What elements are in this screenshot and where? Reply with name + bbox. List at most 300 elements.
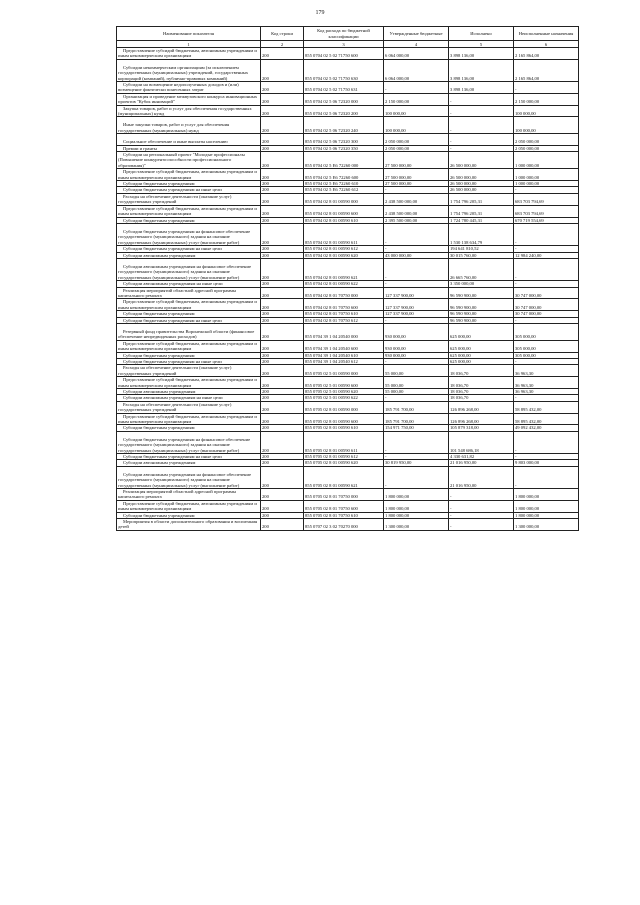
expense-code-cell: 855 0704 02 5 06 72320 350 <box>304 145 384 151</box>
line-code-cell: 200 <box>261 93 304 105</box>
expense-code-cell: 855 0704 39 1 04 20540 000 <box>304 323 384 340</box>
line-code-cell: 200 <box>261 145 304 151</box>
line-code-cell: 200 <box>261 152 304 169</box>
line-code-cell: 200 <box>261 252 304 258</box>
expense-code-cell: 855 0705 02 5 01 00590 000 <box>304 365 384 377</box>
line-code-cell: 200 <box>261 431 304 453</box>
table-row <box>117 93 579 105</box>
expense-code-cell: 855 0704 39 1 04 20540 612 <box>304 358 384 364</box>
approved-amount-cell: - <box>384 187 449 193</box>
indicator-name-cell: Субсидии бюджетным учреждениям <box>117 311 261 317</box>
indicator-name-cell: Расходы на обеспечение деятельности (оказание услуг) государственных учреждений <box>117 365 261 377</box>
remaining-amount-cell: 1 300 000,00 <box>514 519 579 531</box>
approved-amount-cell: - <box>384 281 449 287</box>
table-row <box>117 117 579 134</box>
expense-code-cell: 855 0705 02 5 01 00590 600 <box>304 377 384 389</box>
line-code-cell: 200 <box>261 413 304 425</box>
executed-amount-cell: - <box>449 145 514 151</box>
executed-amount-cell: 18 036,70 <box>449 365 514 377</box>
line-code-cell: 200 <box>261 489 304 501</box>
approved-amount-cell: 100 000,00 <box>384 105 449 117</box>
remaining-amount-cell: - <box>514 82 579 94</box>
executed-amount-cell: 625 000,00 <box>449 358 514 364</box>
executed-amount-cell: 30 015 760,00 <box>449 252 514 258</box>
line-code-cell: 200 <box>261 512 304 518</box>
line-code-cell: 200 <box>261 454 304 460</box>
line-code-cell: 200 <box>261 388 304 394</box>
header-remaining: Неисполненные назначения <box>514 27 579 41</box>
executed-amount-cell: - <box>449 500 514 512</box>
approved-amount-cell: 27 500 000,00 <box>384 181 449 187</box>
expense-code-cell: 855 0704 02 5 02 71750 630 <box>304 59 384 81</box>
indicator-name-cell: Субсидии на возмещение недополученных доходов и (или) возмещение фактически понесенных затрат <box>117 82 261 94</box>
indicator-name-cell: Субсидии бюджетным учреждениям на иные цели <box>117 246 261 252</box>
remaining-amount-cell: 305 000,00 <box>514 340 579 352</box>
table-row <box>117 134 579 145</box>
expense-code-cell: 855 0704 02 5 02 71750 631 <box>304 82 384 94</box>
remaining-amount-cell: 30 747 000,00 <box>514 299 579 311</box>
indicator-name-cell: Расходы на обеспечение деятельности (оказание услуг) государственных учреждений <box>117 193 261 205</box>
table-row <box>117 466 579 488</box>
remaining-amount-cell: 12 984 240,00 <box>514 252 579 258</box>
executed-amount-cell: 26 500 000,00 <box>449 181 514 187</box>
remaining-amount-cell: - <box>514 358 579 364</box>
remaining-amount-cell: 30 747 000,00 <box>514 287 579 299</box>
indicator-name-cell: Субсидии бюджетным учреждениям <box>117 181 261 187</box>
remaining-amount-cell: 58 895 432,00 <box>514 413 579 425</box>
approved-amount-cell: 43 000 000,00 <box>384 252 449 258</box>
table-body <box>117 48 579 531</box>
remaining-amount-cell: 58 895 432,00 <box>514 401 579 413</box>
table-row <box>117 258 579 280</box>
line-code-cell: 200 <box>261 519 304 531</box>
indicator-name-cell: Предоставление субсидий бюджетным, автономным учреждениям и иным некоммерческим организациям <box>117 205 261 217</box>
column-number: 2 <box>261 41 304 48</box>
executed-amount-cell: 3 898 136,00 <box>449 59 514 81</box>
expense-code-cell: 855 0705 02 8 01 00590 000 <box>304 401 384 413</box>
expense-code-cell: 855 0704 02 8 01 70750 610 <box>304 311 384 317</box>
line-code-cell: 200 <box>261 169 304 181</box>
remaining-amount-cell: 683 703 794,69 <box>514 193 579 205</box>
approved-amount-cell: - <box>384 358 449 364</box>
table-row <box>117 431 579 453</box>
table-row <box>117 193 579 205</box>
line-code-cell: 200 <box>261 323 304 340</box>
line-code-cell: 200 <box>261 181 304 187</box>
executed-amount-cell: - <box>449 117 514 134</box>
indicator-name-cell: Субсидии бюджетным учреждениям на финансовое обеспечение государственного (муниципального) задания на оказание государственных (муниципальных) услуг (выполнение работ) <box>117 223 261 245</box>
executed-amount-cell: 194 641 810,52 <box>449 246 514 252</box>
approved-amount-cell: - <box>384 317 449 323</box>
approved-amount-cell: 2 050 000,00 <box>384 134 449 145</box>
remaining-amount-cell: 1 800 000,00 <box>514 512 579 518</box>
executed-amount-cell: 96 590 900,00 <box>449 311 514 317</box>
table-row <box>117 152 579 169</box>
executed-amount-cell: 1 530 138 634,79 <box>449 223 514 245</box>
expense-code-cell: 855 0705 02 8 01 00590 600 <box>304 413 384 425</box>
line-code-cell: 200 <box>261 246 304 252</box>
line-code-cell: 200 <box>261 466 304 488</box>
executed-amount-cell: 3 350 000,00 <box>449 281 514 287</box>
indicator-name-cell: Субсидии бюджетным учреждениям на иные цели <box>117 187 261 193</box>
line-code-cell: 200 <box>261 352 304 358</box>
executed-amount-cell: 101 548 686,18 <box>449 431 514 453</box>
approved-amount-cell: 55 000,00 <box>384 365 449 377</box>
header-executed: Исполнено <box>449 27 514 41</box>
table-row <box>117 401 579 413</box>
indicator-name-cell: Субсидии на региональный проект "Молодые профессионалы (Повышение конкурентоспособности профессионального образования)" <box>117 152 261 169</box>
header-expense-code: Код расхода по бюджетной классификации <box>304 27 384 41</box>
approved-amount-cell: 100 000,00 <box>384 117 449 134</box>
indicator-name-cell: Субсидии автономным учреждениям на финансовое обеспечение государственного (муниципального) задания на оказание государственных (муниципальных) услуг (выполнение работ) <box>117 466 261 488</box>
expense-code-cell: 855 0705 02 8 01 70750 600 <box>304 500 384 512</box>
approved-amount-cell: - <box>384 82 449 94</box>
expense-code-cell: 855 0704 02 5 06 72320 240 <box>304 117 384 134</box>
expense-code-cell: 855 0704 02 5 E6 72260 000 <box>304 152 384 169</box>
line-code-cell: 200 <box>261 82 304 94</box>
approved-amount-cell: 930 000,00 <box>384 352 449 358</box>
header-line-code: Код строки <box>261 27 304 41</box>
executed-amount-cell: 18 036,70 <box>449 388 514 394</box>
approved-amount-cell: - <box>384 466 449 488</box>
line-code-cell: 200 <box>261 48 304 60</box>
indicator-name-cell: Субсидии автономным учреждениям <box>117 252 261 258</box>
executed-amount-cell: 96 590 900,00 <box>449 299 514 311</box>
expense-code-cell: 855 0704 02 8 01 00590 622 <box>304 281 384 287</box>
expense-code-cell: 855 0705 02 8 01 70750 000 <box>304 489 384 501</box>
indicator-name-cell: Предоставление субсидий бюджетным, автономным учреждениям и иным некоммерческим организациям <box>117 500 261 512</box>
line-code-cell: 200 <box>261 281 304 287</box>
executed-amount-cell: 625 000,00 <box>449 340 514 352</box>
remaining-amount-cell: 305 000,00 <box>514 352 579 358</box>
remaining-amount-cell: 1 800 000,00 <box>514 500 579 512</box>
remaining-amount-cell: 36 963,30 <box>514 365 579 377</box>
remaining-amount-cell: 2 150 000,00 <box>514 93 579 105</box>
approved-amount-cell: 6 064 000,00 <box>384 48 449 60</box>
executed-amount-cell: 3 898 136,00 <box>449 82 514 94</box>
line-code-cell: 200 <box>261 299 304 311</box>
expense-code-cell: 855 0704 02 8 01 70750 000 <box>304 287 384 299</box>
approved-amount-cell: - <box>384 395 449 401</box>
expense-code-cell: 855 0704 02 8 01 00590 612 <box>304 246 384 252</box>
indicator-name-cell: Реализация мероприятий областной адресной программы капитального ремонта <box>117 287 261 299</box>
line-code-cell: 200 <box>261 401 304 413</box>
approved-amount-cell: - <box>384 431 449 453</box>
executed-amount-cell: 96 590 900,00 <box>449 287 514 299</box>
indicator-name-cell: Субсидии автономным учреждениям на финансовое обеспечение государственного (муниципального) задания на оказание государственных (муниципальных) услуг (выполнение работ) <box>117 258 261 280</box>
remaining-amount-cell: 2 050 000,00 <box>514 134 579 145</box>
indicator-name-cell: Расходы на обеспечение деятельности (оказание услуг) государственных учреждений <box>117 401 261 413</box>
indicator-name-cell: Субсидии автономным учреждениям <box>117 460 261 466</box>
line-code-cell: 200 <box>261 193 304 205</box>
expense-code-cell: 855 0705 02 8 01 70750 610 <box>304 512 384 518</box>
executed-amount-cell: - <box>449 512 514 518</box>
expense-code-cell: 855 0704 02 8 01 00590 611 <box>304 223 384 245</box>
indicator-name-cell: Субсидии бюджетным учреждениям на финансовое обеспечение государственного (муниципального) задания на оказание государственных (муниципальных) услуг (выполнение работ) <box>117 431 261 453</box>
column-number: 3 <box>304 41 384 48</box>
expense-code-cell: 855 0704 02 5 06 72320 200 <box>304 105 384 117</box>
table-row <box>117 169 579 181</box>
executed-amount-cell: - <box>449 134 514 145</box>
line-code-cell: 200 <box>261 287 304 299</box>
remaining-amount-cell: - <box>514 466 579 488</box>
executed-amount-cell: 126 896 268,00 <box>449 401 514 413</box>
page-number: 179 <box>315 10 325 16</box>
expense-code-cell: 855 0704 02 8 01 00590 610 <box>304 217 384 223</box>
line-code-cell: 200 <box>261 117 304 134</box>
indicator-name-cell: Предоставление субсидий бюджетным, автономным учреждениям и иным некоммерческим организациям <box>117 48 261 60</box>
line-code-cell: 200 <box>261 205 304 217</box>
table-row <box>117 519 579 531</box>
expense-code-cell: 855 0705 02 8 01 00590 621 <box>304 466 384 488</box>
executed-amount-cell: - <box>449 489 514 501</box>
remaining-amount-cell: 683 703 794,69 <box>514 205 579 217</box>
remaining-amount-cell: - <box>514 187 579 193</box>
expense-code-cell: 855 0704 02 8 01 70750 600 <box>304 299 384 311</box>
approved-amount-cell: 2 438 500 000,00 <box>384 193 449 205</box>
expense-code-cell: 855 0704 02 8 01 70750 612 <box>304 317 384 323</box>
line-code-cell: 200 <box>261 105 304 117</box>
approved-amount-cell: 1 300 000,00 <box>384 519 449 531</box>
approved-amount-cell: - <box>384 454 449 460</box>
expense-code-cell: 855 0704 02 5 E6 72260 600 <box>304 169 384 181</box>
line-code-cell: 200 <box>261 340 304 352</box>
indicator-name-cell: Закупка товаров, работ и услуг для обеспечения государственных (муниципальных) нужд <box>117 105 261 117</box>
executed-amount-cell: - <box>449 105 514 117</box>
executed-amount-cell: 18 036,70 <box>449 377 514 389</box>
table-row <box>117 287 579 299</box>
line-code-cell: 200 <box>261 500 304 512</box>
line-code-cell: 200 <box>261 311 304 317</box>
executed-amount-cell: - <box>449 519 514 531</box>
approved-amount-cell: - <box>384 258 449 280</box>
expense-code-cell: 855 0704 02 5 E6 72260 612 <box>304 187 384 193</box>
approved-amount-cell: 1 800 000,00 <box>384 512 449 518</box>
indicator-name-cell: Резервный фонд правительства Воронежской области (финансовое обеспечение непредвиденных расходов) <box>117 323 261 340</box>
remaining-amount-cell: 1 800 000,00 <box>514 489 579 501</box>
approved-amount-cell: 127 337 900,00 <box>384 287 449 299</box>
indicator-name-cell: Предоставление субсидий бюджетным, автономным учреждениям и иным некоммерческим организациям <box>117 340 261 352</box>
indicator-name-cell: Субсидии автономным учреждениям <box>117 388 261 394</box>
header-indicator-name: Наименование показателя <box>117 27 261 41</box>
remaining-amount-cell: 9 803 000,00 <box>514 460 579 466</box>
remaining-amount-cell: 100 000,00 <box>514 105 579 117</box>
expense-code-cell: 855 0705 02 8 01 00590 620 <box>304 460 384 466</box>
executed-amount-cell: 21 016 950,00 <box>449 460 514 466</box>
indicator-name-cell: Субсидии бюджетным учреждениям <box>117 217 261 223</box>
approved-amount-cell: - <box>384 223 449 245</box>
remaining-amount-cell: - <box>514 246 579 252</box>
indicator-name-cell: Субсидии автономным учреждениям на иные цели <box>117 281 261 287</box>
executed-amount-cell: 26 500 000,00 <box>449 152 514 169</box>
approved-amount-cell: 930 000,00 <box>384 340 449 352</box>
approved-amount-cell: 2 438 500 000,00 <box>384 205 449 217</box>
remaining-amount-cell: - <box>514 223 579 245</box>
executed-amount-cell: 625 000,00 <box>449 323 514 340</box>
approved-amount-cell: 1 800 000,00 <box>384 500 449 512</box>
table-row <box>117 223 579 245</box>
executed-amount-cell: 1 724 780 445,31 <box>449 217 514 223</box>
approved-amount-cell: - <box>384 246 449 252</box>
indicator-name-cell: Предоставление субсидий бюджетным, автономным учреждениям и иным некоммерческим организациям <box>117 169 261 181</box>
expense-code-cell: 855 0704 02 8 01 00590 621 <box>304 258 384 280</box>
approved-amount-cell: 55 000,00 <box>384 388 449 394</box>
remaining-amount-cell: 305 000,00 <box>514 323 579 340</box>
approved-amount-cell: 930 000,00 <box>384 323 449 340</box>
executed-amount-cell: 1 754 796 205,31 <box>449 193 514 205</box>
table-row <box>117 413 579 425</box>
indicator-name-cell: Субсидии бюджетным учреждениям на иные цели <box>117 317 261 323</box>
column-number-row <box>117 41 579 48</box>
expense-code-cell: 855 0704 02 8 01 00590 620 <box>304 252 384 258</box>
executed-amount-cell: 26 665 760,00 <box>449 258 514 280</box>
approved-amount-cell: 1 800 000,00 <box>384 489 449 501</box>
executed-amount-cell: 18 036,70 <box>449 395 514 401</box>
executed-amount-cell: 26 500 000,00 <box>449 169 514 181</box>
expense-code-cell: 855 0704 39 1 04 20540 610 <box>304 352 384 358</box>
table-row <box>117 299 579 311</box>
indicator-name-cell: Реализация мероприятий областной адресной программы капитального ремонта <box>117 489 261 501</box>
indicator-name-cell: Субсидии некоммерческим организациям (за исключением государственных (муниципальных) учреждений, государственных корпораций (компаний), публично-правовых компаний) <box>117 59 261 81</box>
executed-amount-cell: - <box>449 93 514 105</box>
approved-amount-cell: 2 395 500 000,00 <box>384 217 449 223</box>
remaining-amount-cell: 1 000 000,00 <box>514 152 579 169</box>
table-row <box>117 365 579 377</box>
indicator-name-cell: Предоставление субсидий бюджетным, автономным учреждениям и иным некоммерческим организациям <box>117 377 261 389</box>
line-code-cell: 200 <box>261 223 304 245</box>
remaining-amount-cell: 49 092 432,00 <box>514 425 579 431</box>
expense-code-cell: 855 0704 02 8 01 00590 000 <box>304 193 384 205</box>
table-row <box>117 48 579 60</box>
line-code-cell: 200 <box>261 187 304 193</box>
approved-amount-cell: 27 500 000,00 <box>384 152 449 169</box>
indicator-name-cell: Иные закупки товаров, работ и услуг для обеспечения государственных (муниципальных) нужд <box>117 117 261 134</box>
executed-amount-cell: 3 898 136,00 <box>449 48 514 60</box>
expense-code-cell: 855 0704 39 1 04 20540 600 <box>304 340 384 352</box>
line-code-cell: 200 <box>261 425 304 431</box>
line-code-cell: 200 <box>261 59 304 81</box>
remaining-amount-cell: 2 050 000,00 <box>514 145 579 151</box>
approved-amount-cell: 27 500 000,00 <box>384 169 449 181</box>
header-approved: Утвержденные бюджетные <box>384 27 449 41</box>
approved-amount-cell: 185 791 700,00 <box>384 401 449 413</box>
indicator-name-cell: Субсидии бюджетным учреждениям <box>117 352 261 358</box>
line-code-cell: 200 <box>261 365 304 377</box>
table-row <box>117 500 579 512</box>
remaining-amount-cell: - <box>514 395 579 401</box>
approved-amount-cell: 6 064 000,00 <box>384 59 449 81</box>
line-code-cell: 200 <box>261 358 304 364</box>
indicator-name-cell: Премии и гранты <box>117 145 261 151</box>
indicator-name-cell: Субсидии бюджетным учреждениям на иные цели <box>117 358 261 364</box>
expense-code-cell: 855 0704 02 5 06 72320 300 <box>304 134 384 145</box>
approved-amount-cell: 55 000,00 <box>384 377 449 389</box>
line-code-cell: 200 <box>261 317 304 323</box>
remaining-amount-cell: 36 963,30 <box>514 377 579 389</box>
expense-code-cell: 855 0704 02 5 06 72320 000 <box>304 93 384 105</box>
table-row <box>117 489 579 501</box>
line-code-cell: 200 <box>261 395 304 401</box>
expense-code-cell: 855 0705 02 5 01 00590 620 <box>304 388 384 394</box>
indicator-name-cell: Предоставление субсидий бюджетным, автономным учреждениям и иным некоммерческим организациям <box>117 413 261 425</box>
header-row <box>117 27 579 41</box>
indicator-name-cell: Субсидии бюджетным учреждениям <box>117 512 261 518</box>
executed-amount-cell: 4 330 631,82 <box>449 454 514 460</box>
column-number: 1 <box>117 41 261 48</box>
remaining-amount-cell: - <box>514 258 579 280</box>
indicator-name-cell: Субсидии бюджетным учреждениям <box>117 425 261 431</box>
expense-code-cell: 855 0704 02 5 E6 72260 610 <box>304 181 384 187</box>
remaining-amount-cell: - <box>514 317 579 323</box>
line-code-cell: 200 <box>261 460 304 466</box>
indicator-name-cell: Субсидии автономным учреждениям на иные цели <box>117 395 261 401</box>
expense-code-cell: 855 0704 02 8 01 00590 600 <box>304 205 384 217</box>
executed-amount-cell: 96 590 900,00 <box>449 317 514 323</box>
table-row <box>117 59 579 81</box>
column-number: 4 <box>384 41 449 48</box>
indicator-name-cell: Социальное обеспечение и иные выплаты населению <box>117 134 261 145</box>
remaining-amount-cell: - <box>514 431 579 453</box>
approved-amount-cell: 185 791 700,00 <box>384 413 449 425</box>
executed-amount-cell: 126 896 268,00 <box>449 413 514 425</box>
line-code-cell: 200 <box>261 217 304 223</box>
remaining-amount-cell: 1 000 000,00 <box>514 169 579 181</box>
remaining-amount-cell: 36 963,30 <box>514 388 579 394</box>
indicator-name-cell: Организация и проведение межвузовского конкурса инновационных проектов "Кубок инноваций" <box>117 93 261 105</box>
indicator-name-cell: Предоставление субсидий бюджетным, автономным учреждениям и иным некоммерческим организациям <box>117 299 261 311</box>
table-row <box>117 105 579 117</box>
remaining-amount-cell: 2 165 864,00 <box>514 59 579 81</box>
remaining-amount-cell: 670 719 554,69 <box>514 217 579 223</box>
remaining-amount-cell: 1 000 000,00 <box>514 181 579 187</box>
table-row <box>117 377 579 389</box>
remaining-amount-cell: 100 000,00 <box>514 117 579 134</box>
approved-amount-cell: 2 150 000,00 <box>384 93 449 105</box>
table-row <box>117 82 579 94</box>
indicator-name-cell: Субсидии бюджетным учреждениям на иные цели <box>117 454 261 460</box>
expense-code-cell: 855 0705 02 8 01 00590 610 <box>304 425 384 431</box>
executed-amount-cell: 105 879 318,00 <box>449 425 514 431</box>
table-row <box>117 323 579 340</box>
remaining-amount-cell: - <box>514 281 579 287</box>
expense-code-cell: 855 0704 02 5 02 71750 600 <box>304 48 384 60</box>
table-row <box>117 340 579 352</box>
line-code-cell: 200 <box>261 377 304 389</box>
line-code-cell: 200 <box>261 134 304 145</box>
approved-amount-cell: 127 337 900,00 <box>384 299 449 311</box>
column-number: 5 <box>449 41 514 48</box>
indicator-name-cell: Мероприятия в области дополнительного образования и воспитания детей <box>117 519 261 531</box>
budget-execution-table <box>116 26 579 531</box>
remaining-amount-cell: 2 165 864,00 <box>514 48 579 60</box>
approved-amount-cell: 2 050 000,00 <box>384 145 449 151</box>
expense-code-cell: 855 0705 02 8 01 00590 612 <box>304 454 384 460</box>
remaining-amount-cell: 30 747 000,00 <box>514 311 579 317</box>
expense-code-cell: 855 0705 02 8 01 00590 611 <box>304 431 384 453</box>
approved-amount-cell: 127 337 900,00 <box>384 311 449 317</box>
executed-amount-cell: 1 754 796 205,31 <box>449 205 514 217</box>
expense-code-cell: 855 0707 02 3 02 70270 000 <box>304 519 384 531</box>
executed-amount-cell: 625 000,00 <box>449 352 514 358</box>
executed-amount-cell: 26 500 000,00 <box>449 187 514 193</box>
remaining-amount-cell: - <box>514 454 579 460</box>
table-row <box>117 205 579 217</box>
approved-amount-cell: 30 819 950,00 <box>384 460 449 466</box>
executed-amount-cell: 21 016 950,00 <box>449 466 514 488</box>
approved-amount-cell: 154 971 750,00 <box>384 425 449 431</box>
line-code-cell: 200 <box>261 258 304 280</box>
expense-code-cell: 855 0705 02 5 01 00590 622 <box>304 395 384 401</box>
